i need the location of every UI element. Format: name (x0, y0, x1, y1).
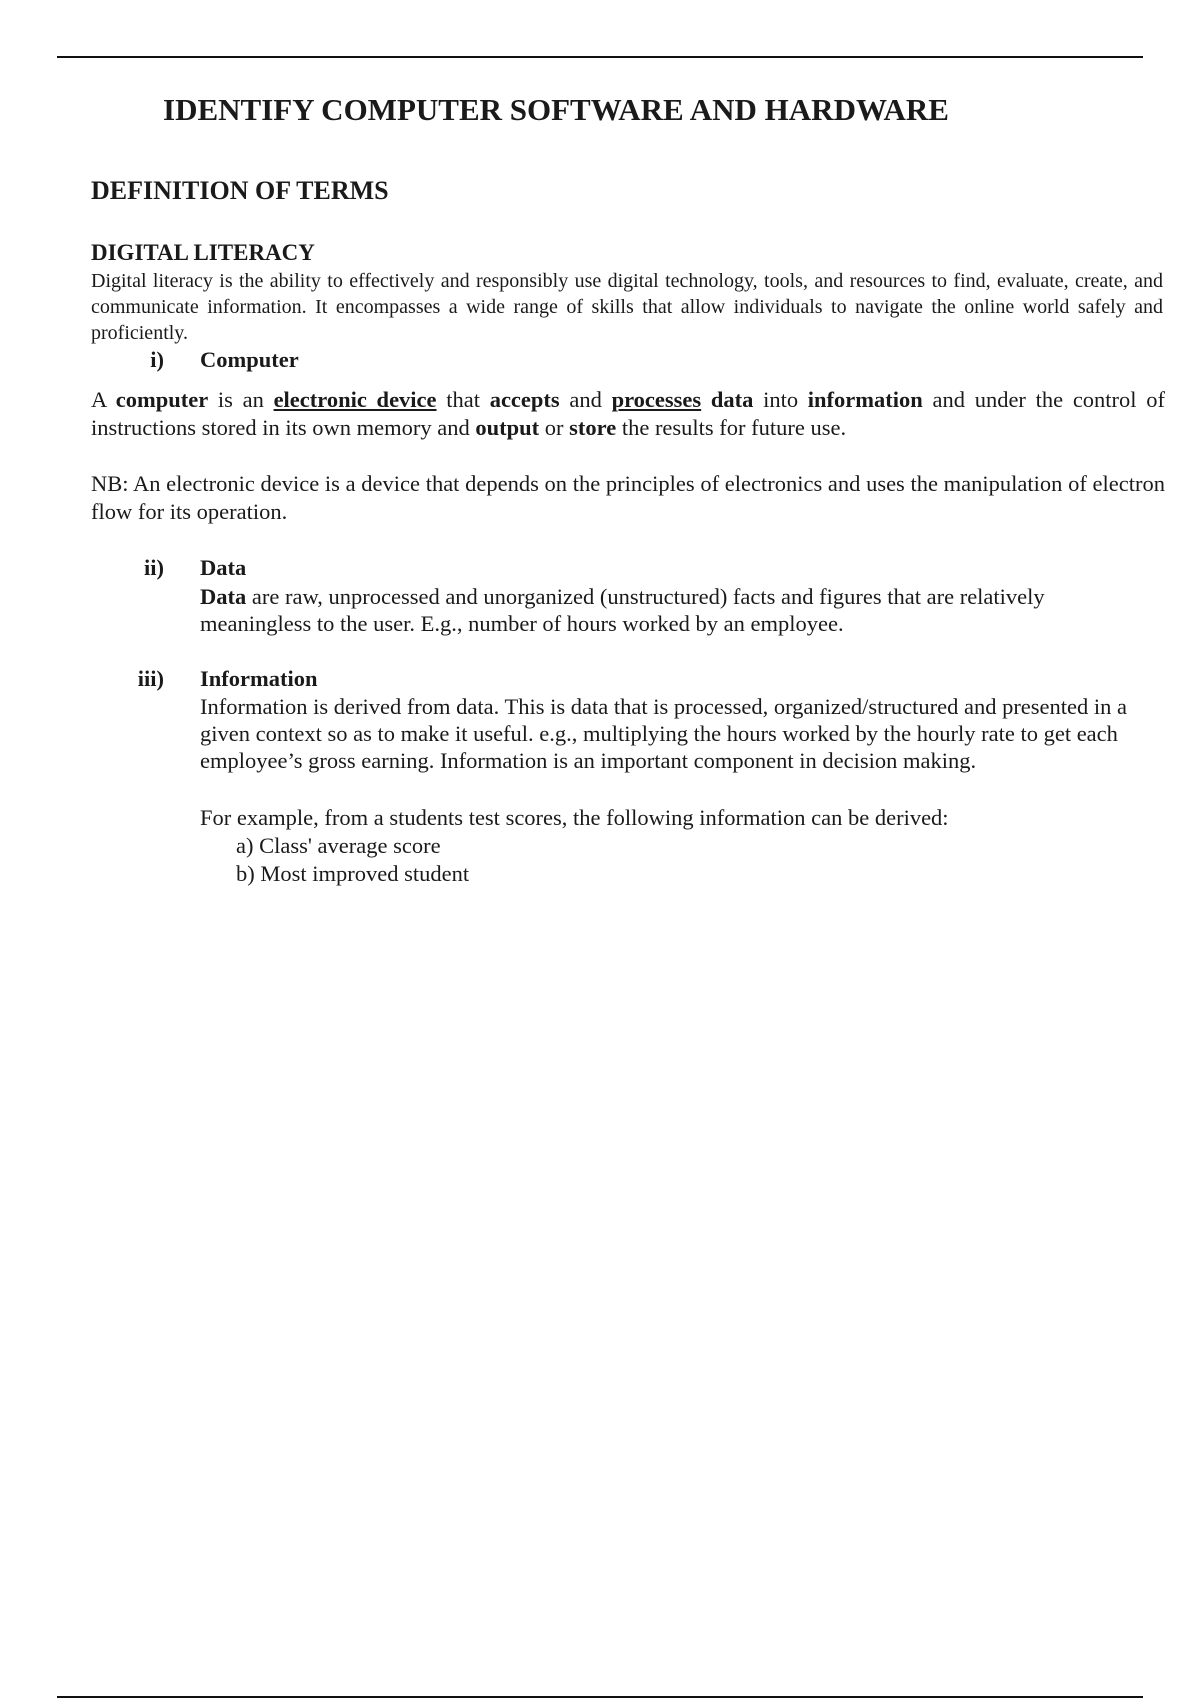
item-title-data: Data (200, 555, 247, 580)
footer-rule (57, 1696, 1143, 1698)
document-title: IDENTIFY COMPUTER SOFTWARE AND HARDWARE (163, 92, 949, 127)
item-title-computer: Computer (200, 347, 299, 372)
digital-literacy-paragraph: Digital literacy is the ability to effectively and responsibly use digital technology, tools, and resources to find, evaluate, create, and communicate information. It encompasses a wide range of skills that allow individuals to navigate the online world safely and proficiently. (91, 270, 1163, 344)
nb-note: NB: An electronic device is a device that depends on the principles of electronics and uses the manipulation of electron flow for its operation. (91, 471, 1165, 524)
list-item: a) Class' average score (236, 833, 441, 858)
item-number-data: ii) (144, 555, 164, 580)
information-example-intro: For example, from a students test scores, the following information can be derived: (200, 805, 949, 830)
data-definition: Data are raw, unprocessed and unorganized (unstructured) facts and figures that are relatively meaningless to the user. E.g., number of hours worked by an employee. (200, 584, 1045, 636)
list-item: b) Most improved student (236, 861, 470, 886)
item-number-computer: i) (150, 347, 164, 372)
item-number-information: iii) (137, 666, 164, 691)
item-title-information: Information (200, 666, 318, 691)
section-heading: DEFINITION OF TERMS (91, 176, 389, 205)
header-rule (57, 56, 1143, 58)
information-definition: Information is derived from data. This is data that is processed, organized/structured and presented in a given context so as to make it useful. e.g., multiplying the hours worked by the hourly rate to get each employee’s gross earning. Information is an important component in decision making. (200, 694, 1128, 773)
digital-literacy-heading: DIGITAL LITERACY (91, 240, 315, 265)
computer-definition: A computer is an electronic device that accepts and processes data into information and under the control of instructions stored in its own memory and output or store the results for future use. (91, 387, 1165, 440)
